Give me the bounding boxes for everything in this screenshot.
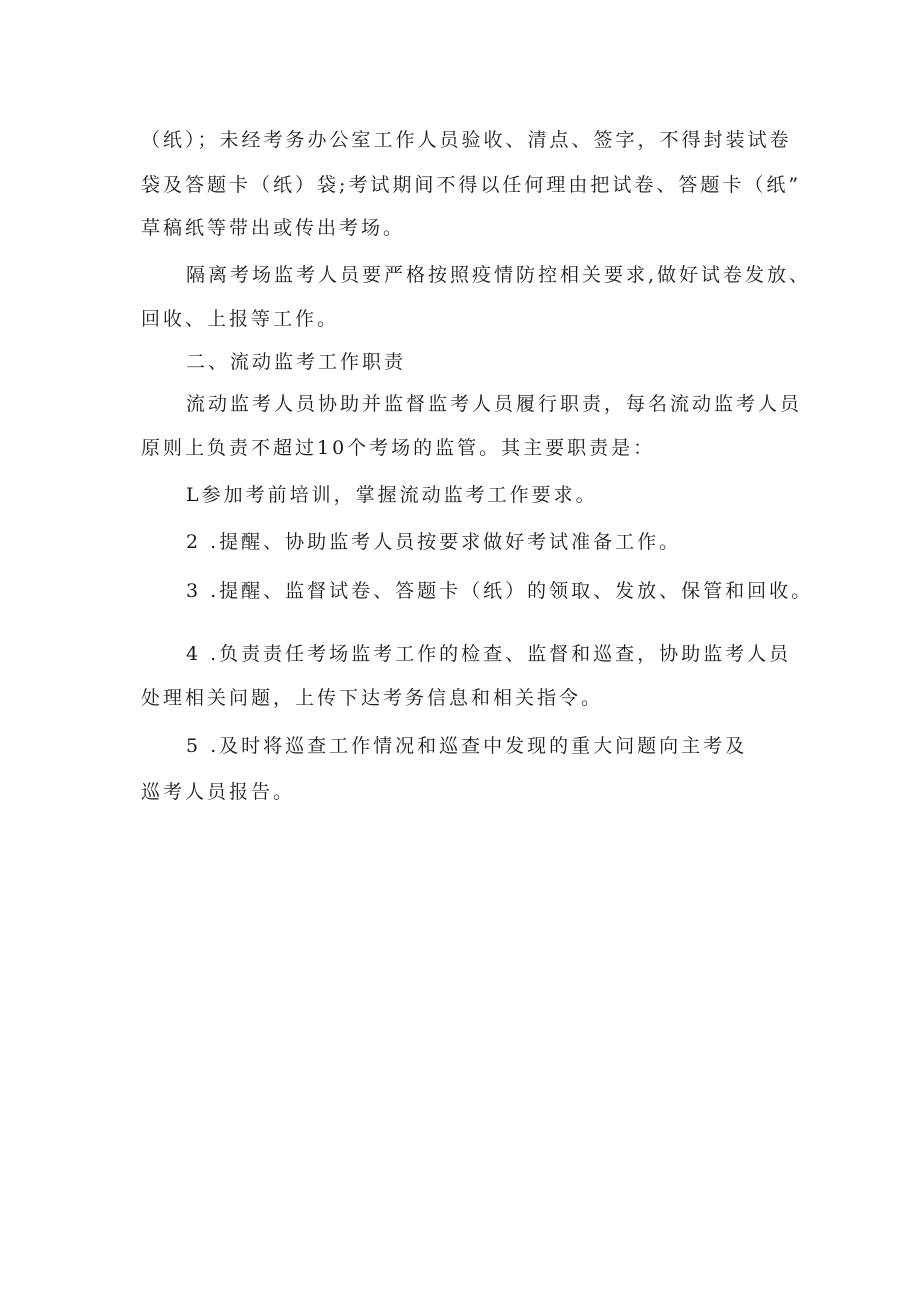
text-line: 回收、上报等工作。 bbox=[141, 308, 340, 330]
list-item: 3 .提醒、监督试卷、答题卡（纸）的领取、发放、保管和回收。 bbox=[186, 580, 814, 602]
list-item: 2 .提醒、协助监考人员按要求做好考试准备工作。 bbox=[186, 531, 682, 553]
section-heading: 二、流动监考工作职责 bbox=[186, 351, 407, 373]
text-line: 原则上负责不超过10个考场的监管。其主要职责是： bbox=[141, 437, 656, 459]
text-line: 隔离考场监考人员要严格按照疫情防控相关要求,做好试卷发放、 bbox=[186, 264, 812, 286]
text-line: 流动监考人员协助并监督监考人员履行职责，每名流动监考人员 bbox=[186, 393, 803, 415]
text-line: 袋及答题卡（纸）袋;考试期间不得以任何理由把试卷、答题卡（纸” bbox=[141, 174, 802, 196]
text-line: 巡考人员报告。 bbox=[141, 781, 296, 803]
list-item: 5 .及时将巡查工作情况和巡查中发现的重大问题向主考及 bbox=[186, 735, 748, 757]
text-line: （纸）；未经考务办公室工作人员验收、清点、签字，不得封装试卷 bbox=[141, 129, 792, 151]
text-line: 处理相关问题，上传下达考务信息和相关指令。 bbox=[141, 687, 604, 709]
text-line: 草稿纸等带出或传出考场。 bbox=[141, 217, 406, 239]
list-item: L参加考前培训，掌握流动监考工作要求。 bbox=[186, 484, 598, 506]
list-item: 4 .负责责任考场监考工作的检查、监督和巡查，协助监考人员 bbox=[186, 643, 792, 665]
